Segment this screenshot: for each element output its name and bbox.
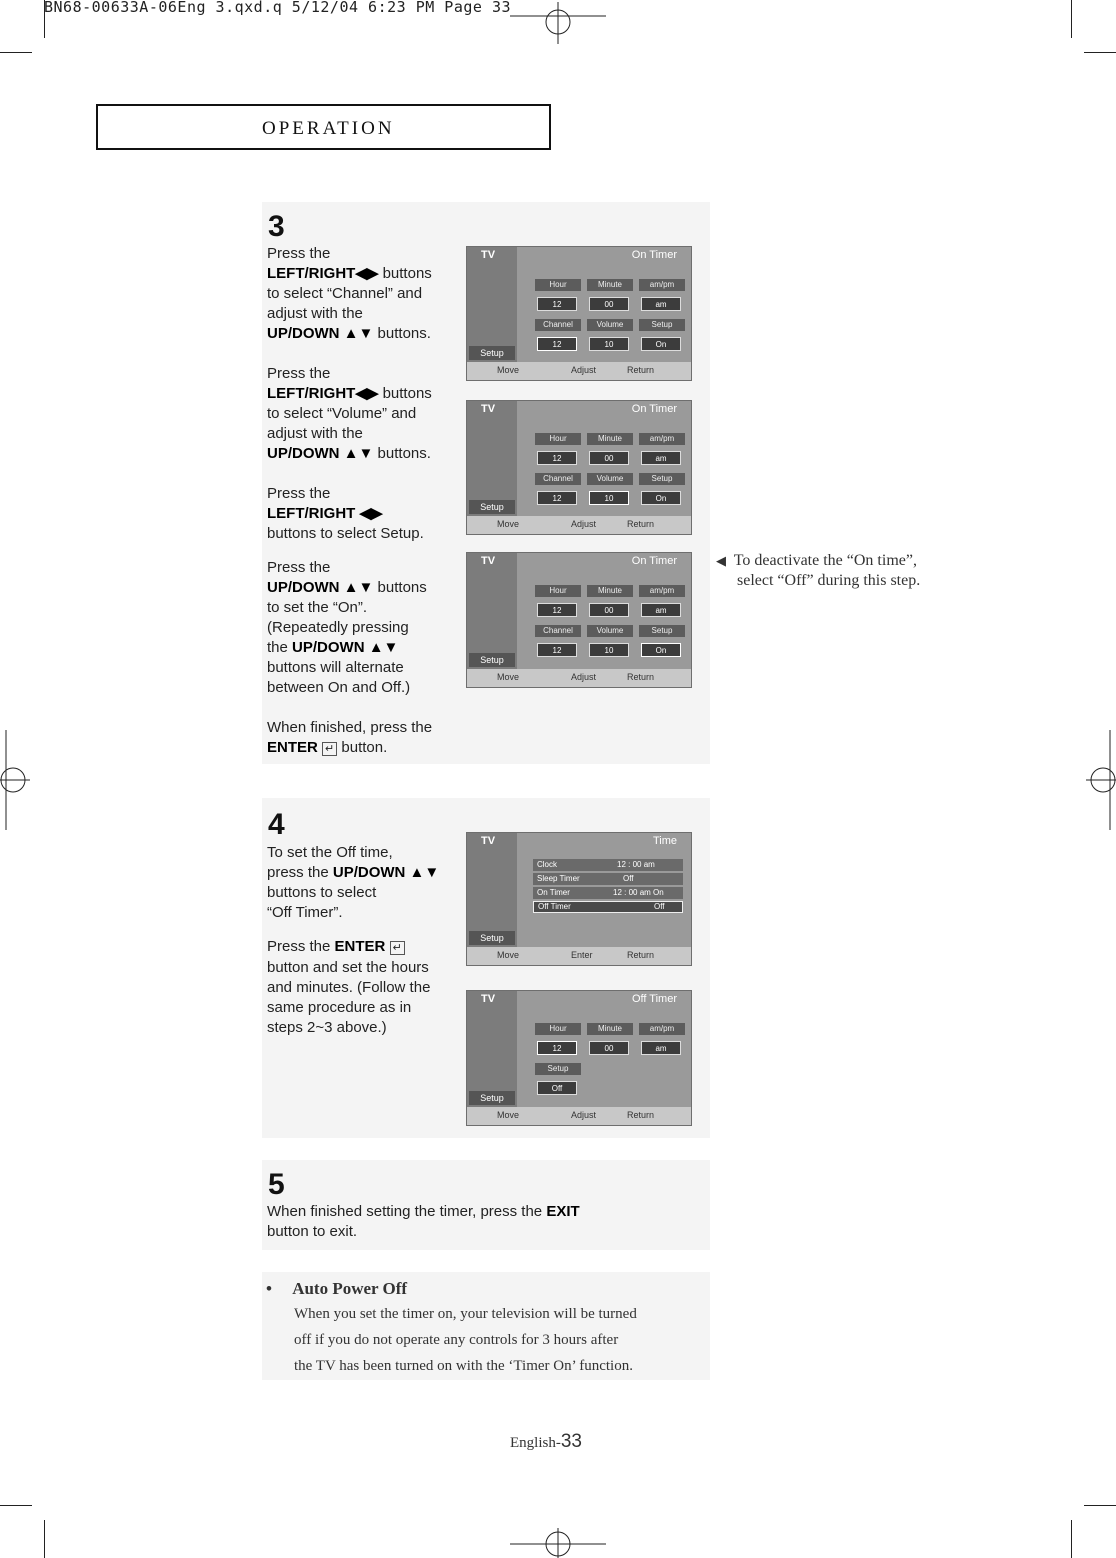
osd-move-hint: Move (497, 1110, 520, 1120)
osd-move-hint: Move (497, 365, 520, 375)
auto-power-title: Auto Power Off (292, 1279, 408, 1298)
osd-ampm-value: am (641, 1041, 681, 1055)
osd-ampm-label: am/pm (639, 585, 685, 597)
bullet: • (266, 1279, 272, 1298)
osd-on-timer-label: On Timer (537, 888, 570, 897)
osd-tv-label: TV (481, 249, 496, 261)
left-right-arrows-icon: ◀▶ (355, 265, 379, 282)
osd-return-hint: Return (627, 1110, 655, 1120)
on-timer-screen-channel (466, 246, 692, 381)
osd-minute-value: 00 (589, 603, 629, 617)
step-3-number: 3 (268, 210, 285, 243)
osd-hour-label: Hour (535, 1023, 581, 1035)
osd-hour-value: 12 (537, 1041, 577, 1055)
osd-setup-tab: Setup (469, 1091, 515, 1105)
section-title: OPERATION (262, 118, 395, 139)
osd-tv-label: TV (481, 555, 496, 567)
registration-mark-right (1086, 730, 1116, 830)
osd-setup-label: Setup (639, 625, 685, 637)
osd-channel-value: 12 (537, 337, 577, 351)
enter-icon: ↵ (322, 742, 337, 756)
osd-channel-value: 12 (537, 643, 577, 657)
registration-mark-bottom (510, 1528, 606, 1558)
osd-tv-label: TV (481, 835, 496, 847)
on-timer-screen-volume (466, 400, 692, 535)
osd-ampm-label: am/pm (639, 279, 685, 291)
osd-tv-label: TV (481, 403, 496, 415)
osd-enter-hint: Enter (571, 950, 593, 960)
osd-ampm-value: am (641, 603, 681, 617)
osd-hour-value: 12 (537, 451, 577, 465)
osd-minute-label: Minute (587, 433, 633, 445)
osd-hour-label: Hour (535, 279, 581, 291)
note-line-1: To deactivate the “On time”, (733, 552, 917, 569)
osd-setup-label: Setup (639, 319, 685, 331)
osd-title: Time (652, 835, 677, 847)
auto-power-line-3: the TV has been turned on with the ‘Timer On’ function. (294, 1358, 633, 1374)
osd-hour-label: Hour (535, 433, 581, 445)
osd-footer (467, 362, 691, 380)
osd-ampm-label: am/pm (639, 1023, 685, 1035)
step-5-number: 5 (268, 1168, 285, 1201)
osd-adjust-hint: Adjust (571, 519, 597, 529)
osd-volume-value: 10 (589, 491, 629, 505)
osd-adjust-hint: Adjust (571, 672, 597, 682)
osd-return-hint: Return (627, 519, 655, 529)
osd-return-hint: Return (627, 365, 655, 375)
osd-setup-label: Setup (535, 1063, 581, 1075)
osd-sidebar (467, 247, 517, 362)
osd-ampm-value: am (641, 297, 681, 311)
osd-minute-label: Minute (587, 1023, 633, 1035)
osd-setup-tab: Setup (469, 931, 515, 945)
auto-power-line-2: off if you do not operate any controls for 3 hours after (294, 1332, 619, 1348)
osd-ampm-value: am (641, 451, 681, 465)
osd-sidebar (467, 833, 517, 947)
osd-setup-value: On (641, 643, 681, 657)
up-down-arrows-icon: ▲▼ (343, 579, 374, 596)
osd-sleep-timer-value: Off (623, 874, 634, 883)
osd-volume-value: 10 (589, 337, 629, 351)
osd-sidebar (467, 991, 517, 1107)
osd-setup-label: Setup (639, 473, 685, 485)
osd-title: On Timer (631, 555, 677, 567)
osd-title: Off Timer (631, 993, 677, 1005)
up-down-arrows-icon: ▲▼ (343, 445, 374, 462)
osd-volume-label: Volume (587, 473, 633, 485)
osd-return-hint: Return (627, 672, 655, 682)
footer-label: English- (510, 1435, 561, 1451)
osd-volume-label: Volume (587, 319, 633, 331)
osd-footer (467, 1107, 691, 1125)
step-4-text: To set the Off time, press the UP/DOWN ▲▼ buttons to select “Off Timer”. Press the ENTER ↵ button and set the hours and minutes. (Follow the same procedure as in steps 2~3 above.) (267, 844, 440, 1036)
step-3-text: Press the LEFT/RIGHT◀▶ buttons to select “Channel” and adjust with the UP/DOWN ▲▼ buttons. Press the LEFT/RIGHT◀▶ buttons to select “Volume” and adjust with the UP/DOWN ▲▼ buttons. Press the LEFT/RIGHT ◀▶ buttons to select Setup. Press the UP/DOWN ▲▼ buttons to set the “On”. (Repeatedly pressing the UP/DOWN ▲▼ buttons will alternate between On and Off.) When finished, press the ENTER ↵ button. (267, 245, 433, 756)
osd-minute-value: 00 (589, 297, 629, 311)
auto-power-off-note (266, 1279, 706, 1379)
time-menu-screen (466, 832, 692, 966)
osd-setup-value: Off (537, 1081, 577, 1095)
osd-setup-tab: Setup (469, 653, 515, 667)
print-slug: BN68-00633A-06Eng 3.qxd.q 5/12/04 6:23 PM Page 33 (44, 0, 512, 16)
osd-volume-value: 10 (589, 643, 629, 657)
osd-adjust-hint: Adjust (571, 365, 597, 375)
osd-on-timer-value: 12 : 00 am On (613, 888, 664, 897)
osd-title: On Timer (631, 249, 677, 261)
registration-mark-top (510, 2, 606, 44)
off-timer-screen (466, 990, 692, 1126)
enter-icon: ↵ (390, 941, 405, 955)
osd-clock-label: Clock (537, 860, 558, 869)
osd-adjust-hint: Adjust (571, 1110, 597, 1120)
osd-sidebar (467, 401, 517, 516)
osd-tv-label: TV (481, 993, 496, 1005)
left-right-arrows-icon: ◀▶ (355, 385, 379, 402)
side-note (716, 551, 921, 591)
osd-footer (467, 669, 691, 687)
osd-channel-value: 12 (537, 491, 577, 505)
osd-channel-label: Channel (535, 319, 581, 331)
osd-hour-value: 12 (537, 297, 577, 311)
osd-minute-value: 00 (589, 1041, 629, 1055)
on-timer-screen-setup (466, 552, 692, 688)
osd-setup-tab: Setup (469, 500, 515, 514)
osd-return-hint: Return (627, 950, 655, 960)
page-number: 33 (560, 1431, 582, 1452)
osd-sidebar (467, 553, 517, 669)
auto-power-line-1: When you set the timer on, your television will be turned (294, 1306, 637, 1322)
osd-minute-label: Minute (587, 279, 633, 291)
step-4-number: 4 (268, 808, 285, 841)
note-arrow-icon: ◀ (716, 553, 726, 568)
up-down-arrows-icon: ▲▼ (368, 639, 399, 656)
note-line-2: select “Off” during this step. (737, 572, 921, 589)
up-down-arrows-icon: ▲▼ (409, 864, 440, 881)
registration-mark-left (0, 730, 30, 830)
osd-off-timer-value: Off (654, 902, 665, 911)
osd-volume-label: Volume (587, 625, 633, 637)
left-right-arrows-icon: ◀▶ (359, 505, 383, 522)
osd-channel-label: Channel (535, 473, 581, 485)
osd-hour-value: 12 (537, 603, 577, 617)
osd-sleep-timer-label: Sleep Timer (537, 874, 580, 883)
osd-minute-label: Minute (587, 585, 633, 597)
osd-hour-label: Hour (535, 585, 581, 597)
osd-clock-value: 12 : 00 am (617, 860, 655, 869)
osd-move-hint: Move (497, 519, 520, 529)
osd-ampm-label: am/pm (639, 433, 685, 445)
osd-minute-value: 00 (589, 451, 629, 465)
osd-move-hint: Move (497, 950, 520, 960)
osd-setup-value: On (641, 337, 681, 351)
osd-footer (467, 516, 691, 534)
osd-setup-value: On (641, 491, 681, 505)
osd-footer (467, 947, 691, 965)
section-title-box (96, 104, 551, 150)
osd-off-timer-label: Off Timer (538, 902, 571, 911)
osd-setup-tab: Setup (469, 346, 515, 360)
osd-move-hint: Move (497, 672, 520, 682)
step-5-text: When finished setting the timer, press the EXIT button to exit. (267, 1203, 580, 1240)
osd-channel-label: Channel (535, 625, 581, 637)
osd-title: On Timer (631, 403, 677, 415)
up-down-arrows-icon: ▲▼ (343, 325, 374, 342)
page-footer (510, 1431, 582, 1453)
